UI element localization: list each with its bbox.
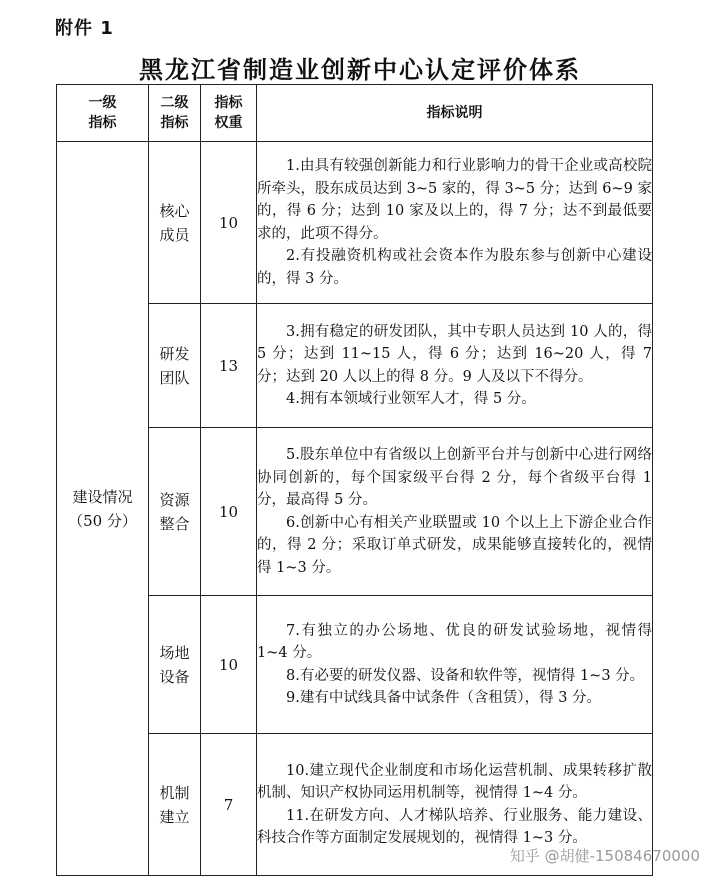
- header-weight: 指标 权重: [201, 85, 257, 142]
- criterion-text: 9.建有中试线具备中试条件（含租赁），得 3 分。: [286, 690, 602, 706]
- criterion-text: 1.由具有较强创新能力和行业影响力的骨干企业或高校院所牵头，股东成员达到 3~5 家的，得 3~5 分；达到 6~9 家的，得 6 分；达到 10 家及以上的，得 7 分；达不到最低要求的，此项不得分。: [257, 158, 652, 242]
- criterion-text: 3.拥有稳定的研发团队，其中专职人员达到 10 人的，得 5 分；达到 11~15 人，得 6 分；达到 16~20 人，得 7 分；达到 20 人以上的得 8 分。9 人及以下不得分。: [257, 323, 652, 385]
- level1-category-cell: [57, 142, 149, 876]
- table-row: [57, 142, 653, 304]
- criterion-text: 2.有投融资机构或社会资本作为股东参与创新中心建设的，得 3 分。: [257, 248, 652, 287]
- table-header-row: [57, 85, 653, 142]
- evaluation-table: [56, 84, 653, 876]
- description-cell: [257, 428, 653, 596]
- level2-cell: 场地 设备: [149, 596, 201, 734]
- criterion-text: 11.在研发方向、人才梯队培养、行业服务、能力建设、科技合作等方面制定发展规划的，视情得 1~3 分。: [257, 807, 652, 846]
- weight-cell: 10: [201, 428, 257, 596]
- watermark: 知乎 @胡健-15084670000: [509, 847, 700, 865]
- category-score: （50 分）: [68, 511, 137, 530]
- weight-cell: 13: [201, 304, 257, 428]
- criterion-text: 6.创新中心有相关产业联盟或 10 个以上上下游企业合作的，得 2 分；采取订单式研发，成果能够直接转化的，视情得 1~3 分。: [257, 514, 652, 576]
- category-name: 建设情况: [72, 487, 133, 506]
- criterion-text: 7.有独立的办公场地、优良的研发试验场地，视情得 1~4 分。: [257, 622, 652, 661]
- header-level2: 二级 指标: [149, 85, 201, 142]
- criterion-text: 10.建立现代企业制度和市场化运营机制、成果转移扩散机制、知识产权协同运用机制等，视情得 1~4 分。: [257, 762, 652, 801]
- level2-cell: 核心 成员: [149, 142, 201, 304]
- weight-cell: 7: [201, 734, 257, 876]
- header-level1: 一级 指标: [57, 85, 149, 142]
- weight-cell: 10: [201, 596, 257, 734]
- document-title: 黑龙江省制造业创新中心认定评价体系: [139, 55, 581, 84]
- header-description: 指标说明: [257, 85, 653, 142]
- level2-cell: 研发 团队: [149, 304, 201, 428]
- criterion-text: 5.股东单位中有省级以上创新平台并与创新中心进行网络协同创新的，每个国家级平台得 2 分，每个省级平台得 1 分，最高得 5 分。: [257, 447, 652, 508]
- description-cell: [257, 142, 653, 304]
- description-cell: [257, 596, 653, 734]
- level2-cell: 机制 建立: [149, 734, 201, 876]
- attachment-label: 附件 1: [55, 18, 114, 39]
- criterion-text: 8.有必要的研发仪器、设备和软件等，视情得 1~3 分。: [286, 667, 645, 684]
- description-cell: [257, 304, 653, 428]
- level2-cell: 资源 整合: [149, 428, 201, 596]
- weight-cell: 10: [201, 142, 257, 304]
- criterion-text: 4.拥有本领域行业领军人才，得 5 分。: [286, 391, 536, 407]
